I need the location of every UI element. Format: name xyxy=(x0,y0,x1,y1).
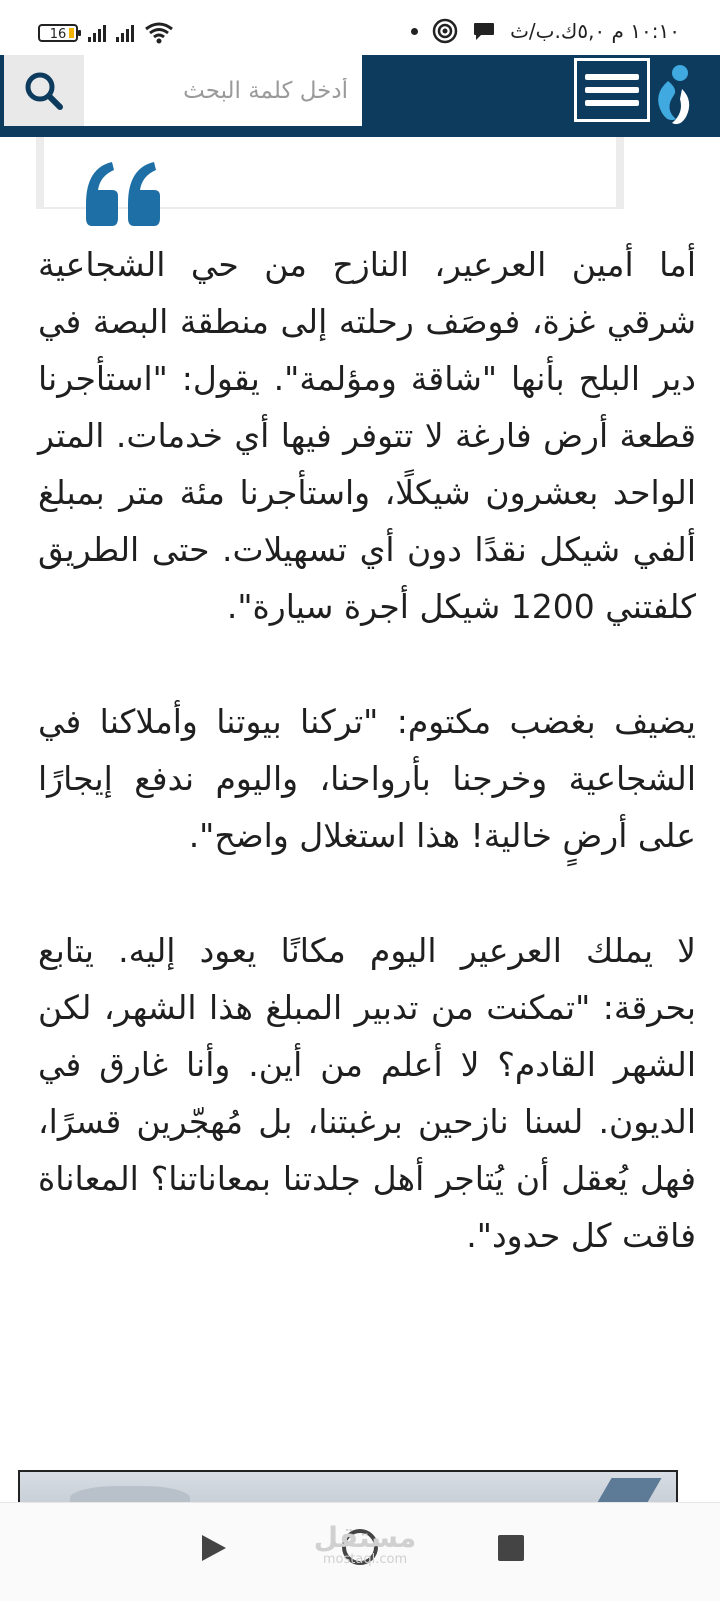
article-paragraph: لا يملك العرعير اليوم مكانًا يعود إليه. يتابع بحرقة: "تمكنت من تدبير المبلغ هذا الشهر، لكن الشهر القادم؟ لا أعلم من أين. وأنا غارق في الديون. لسنا نازحين برغبتنا، بل مُهجّرين قسرًا، فهل يُعقل أن يُتاجر أهل جلدتنا بمعاناتنا؟ المعاناة فاقت كل حدود". xyxy=(38,931,696,1255)
notification-dot xyxy=(411,28,418,35)
status-bar xyxy=(0,0,720,55)
quote-icon xyxy=(82,160,164,230)
battery-percent: 16 xyxy=(49,27,67,42)
status-icons-left xyxy=(38,22,174,44)
recent-apps-icon[interactable] xyxy=(498,1535,524,1561)
battery-icon xyxy=(38,24,78,42)
watermark-url: mostaql.com xyxy=(322,1552,408,1567)
article-paragraph: أما أمين العرعير، النازح من حي الشجاعية شرقي غزة، فوصَف رحلته إلى منطقة البصة في دير البلح بأنها "شاقة ومؤلمة". يقول: "استأجرنا قطعة أرض فارغة لا تتوفر فيها أي خدمات. المتر الواحد بعشرون شيكلًا، واستأجرنا مئة متر بمبلغ ألفي شيكل نقدًا دون أي تسهيلات. حتى الطريق كلفتني 1200 شيكل أجرة سيارة". xyxy=(38,245,696,626)
home-icon[interactable] xyxy=(342,1529,378,1565)
article-paragraph: يضيف بغضب مكتوم: "تركنا بيوتنا وأملاكنا في الشجاعية وخرجنا بأرواحنا، واليوم ندفع إيجارًا على أرضٍ خالية! هذا استغلال واضح". xyxy=(38,702,696,855)
battery-level xyxy=(69,28,74,38)
search-input[interactable] xyxy=(84,77,350,105)
site-header xyxy=(0,55,720,137)
menu-line xyxy=(585,100,639,106)
menu-line xyxy=(585,87,639,93)
menu-line xyxy=(585,74,639,80)
site-logo[interactable] xyxy=(646,61,698,131)
status-info-right xyxy=(411,18,680,44)
chat-icon xyxy=(472,20,496,42)
system-nav-bar xyxy=(0,1502,720,1601)
wifi-icon xyxy=(144,22,174,44)
search-button[interactable] xyxy=(4,55,84,126)
search-box xyxy=(84,55,362,126)
signal-icon-2 xyxy=(116,24,134,42)
signal-icon xyxy=(88,24,106,42)
article-body xyxy=(38,236,696,1322)
status-time: ١٠:١٠ م ٥,٠ك.ب/ث xyxy=(510,19,680,43)
search-icon xyxy=(22,69,66,113)
back-icon[interactable] xyxy=(196,1531,230,1565)
watermark-text: مستقل xyxy=(313,1521,417,1554)
menu-button[interactable] xyxy=(574,58,650,122)
podcast-icon xyxy=(432,18,458,44)
